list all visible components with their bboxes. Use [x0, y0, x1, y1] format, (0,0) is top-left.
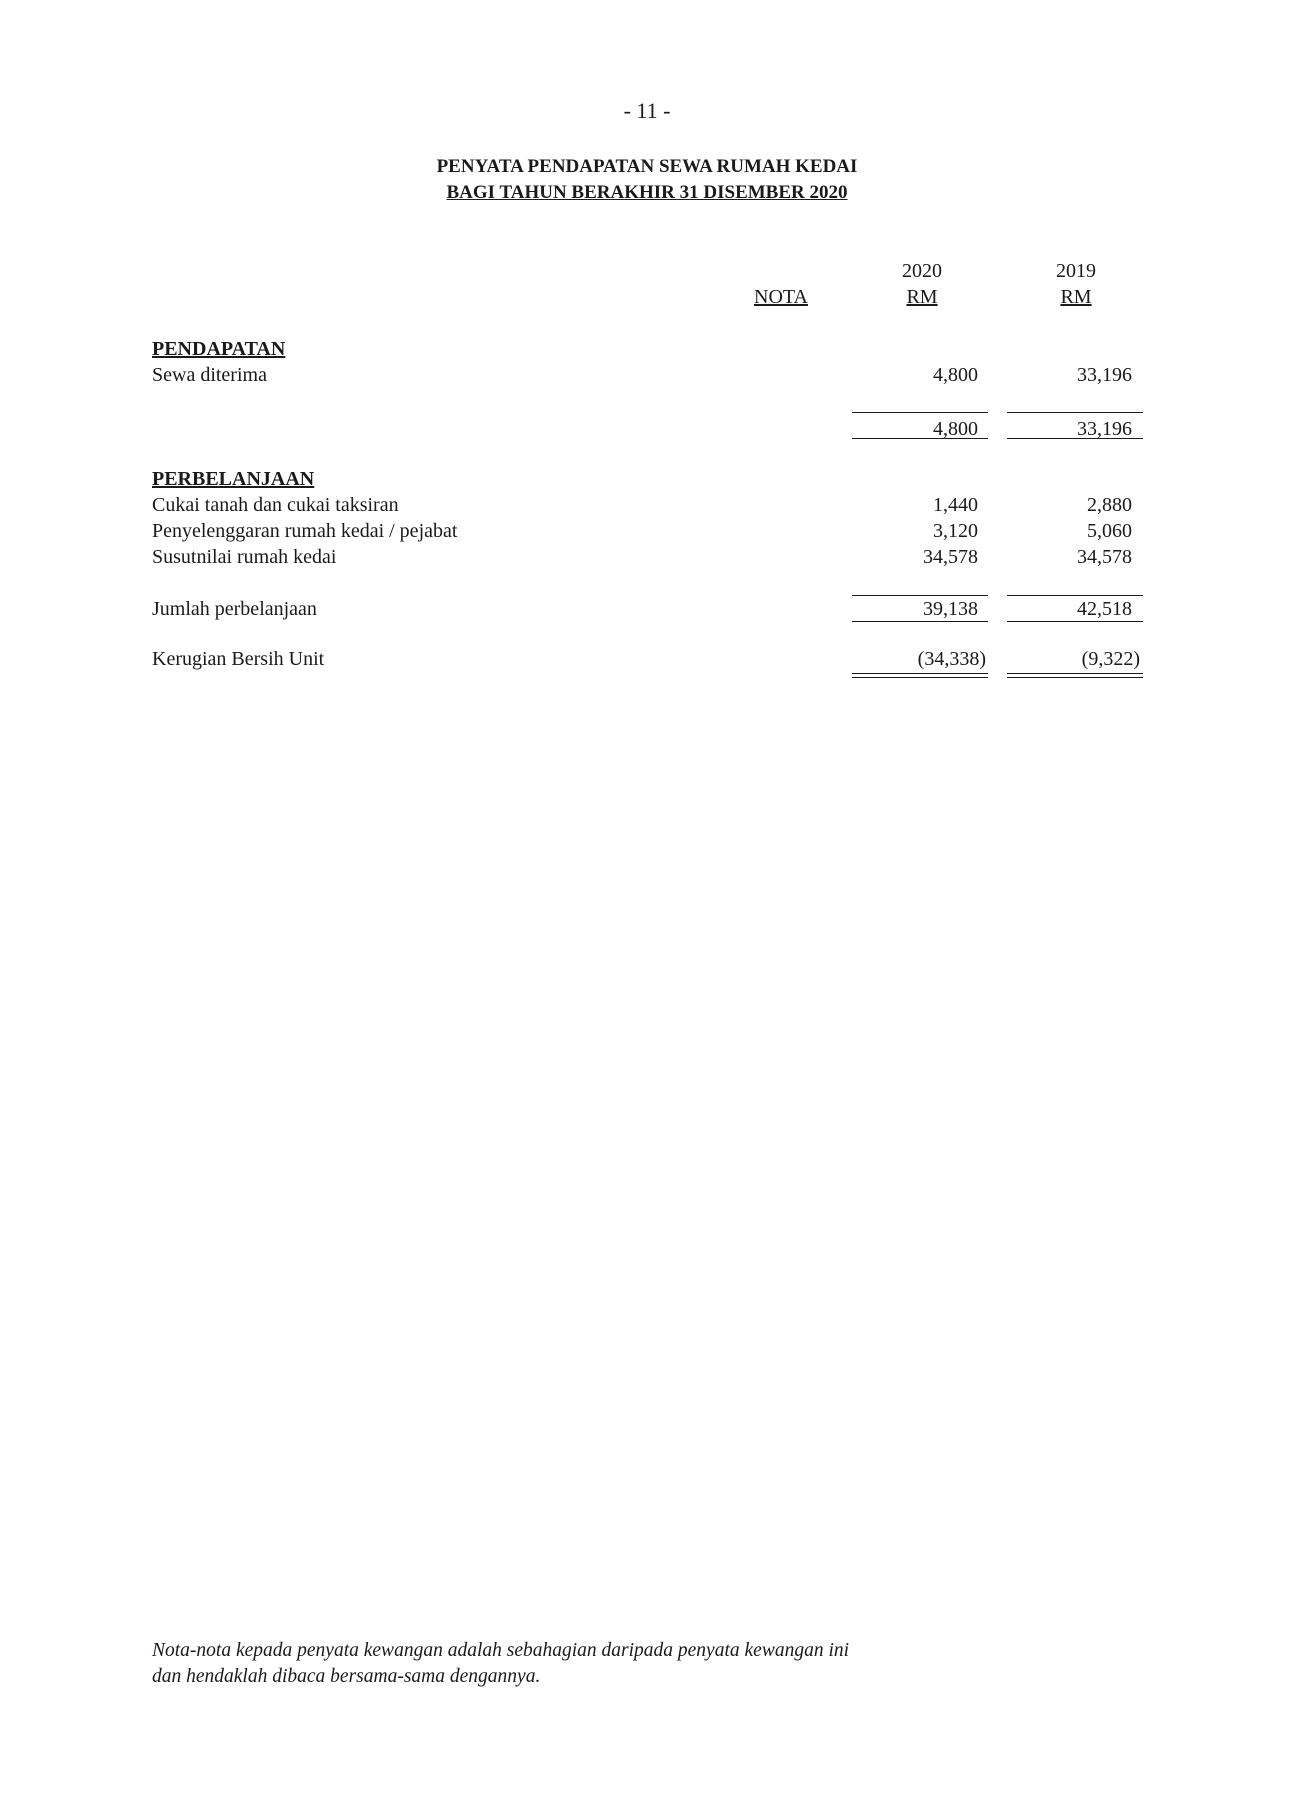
income-total-top-rule	[852, 412, 988, 413]
expense-total-bottom-rule-2019	[1007, 621, 1143, 622]
income-item-label: Sewa diterima	[152, 364, 267, 386]
expense-item-label: Penyelenggaran rumah kedai / pejabat	[152, 520, 458, 542]
footer-note-line2: dan hendaklah dibaca bersama-sama dengannya.	[152, 1666, 541, 1687]
column-currency-2020: RM	[906, 286, 938, 308]
column-currency-2020-wrap	[882, 286, 962, 309]
income-total-bottom-rule-2019	[1007, 438, 1143, 439]
net-loss-label: Kerugian Bersih Unit	[152, 648, 325, 670]
income-total-bottom-rule	[852, 438, 988, 439]
net-loss-double-rule-2	[852, 677, 988, 678]
net-loss-double-rule-2019-2	[1007, 677, 1143, 678]
expense-total-2020: 39,138	[923, 598, 978, 620]
income-total-top-rule-2019	[1007, 412, 1143, 413]
expense-total-bottom-rule	[852, 621, 988, 622]
net-loss-double-rule-1	[852, 673, 988, 674]
expense-item-label: Cukai tanah dan cukai taksiran	[152, 494, 399, 516]
footer-note-line1: Nota-nota kepada penyata kewangan adalah sebahagian daripada penyata kewangan ini	[152, 1640, 850, 1661]
income-total-2019: 33,196	[1077, 418, 1132, 440]
net-loss-2019: (9,322)	[1081, 648, 1140, 670]
income-item-2019: 33,196	[1077, 364, 1132, 386]
expense-total-top-rule-2019	[1007, 595, 1143, 596]
expense-heading: PERBELANJAAN	[152, 468, 315, 490]
column-nota: NOTA	[754, 286, 808, 308]
net-loss-double-rule-2019-1	[1007, 673, 1143, 674]
page-number: - 11 -	[623, 98, 671, 123]
expense-item-2019: 2,880	[1087, 494, 1132, 516]
expense-item-2019: 34,578	[1077, 546, 1132, 568]
column-currency-2019-wrap	[1036, 286, 1116, 309]
statement-subtitle-wrap	[0, 182, 1294, 204]
statement-title: PENYATA PENDAPATAN SEWA RUMAH KEDAI	[436, 156, 858, 177]
income-total-2020: 4,800	[933, 418, 978, 440]
expense-total-label: Jumlah perbelanjaan	[152, 598, 317, 620]
column-currency-2019: RM	[1060, 286, 1092, 308]
expense-total-top-rule	[852, 595, 988, 596]
income-item-2020: 4,800	[933, 364, 978, 386]
expense-item-2020: 1,440	[933, 494, 978, 516]
expense-item-label: Susutnilai rumah kedai	[152, 546, 337, 568]
column-year-2019: 2019	[1056, 260, 1096, 282]
expense-item-2020: 3,120	[933, 520, 978, 542]
column-year-2020: 2020	[902, 260, 942, 282]
expense-total-2019: 42,518	[1077, 598, 1132, 620]
income-heading: PENDAPATAN	[152, 338, 286, 360]
net-loss-2020: (34,338)	[917, 648, 986, 670]
expense-item-2019: 5,060	[1087, 520, 1132, 542]
statement-subtitle: BAGI TAHUN BERAKHIR 31 DISEMBER 2020	[446, 182, 848, 203]
expense-item-2020: 34,578	[923, 546, 978, 568]
